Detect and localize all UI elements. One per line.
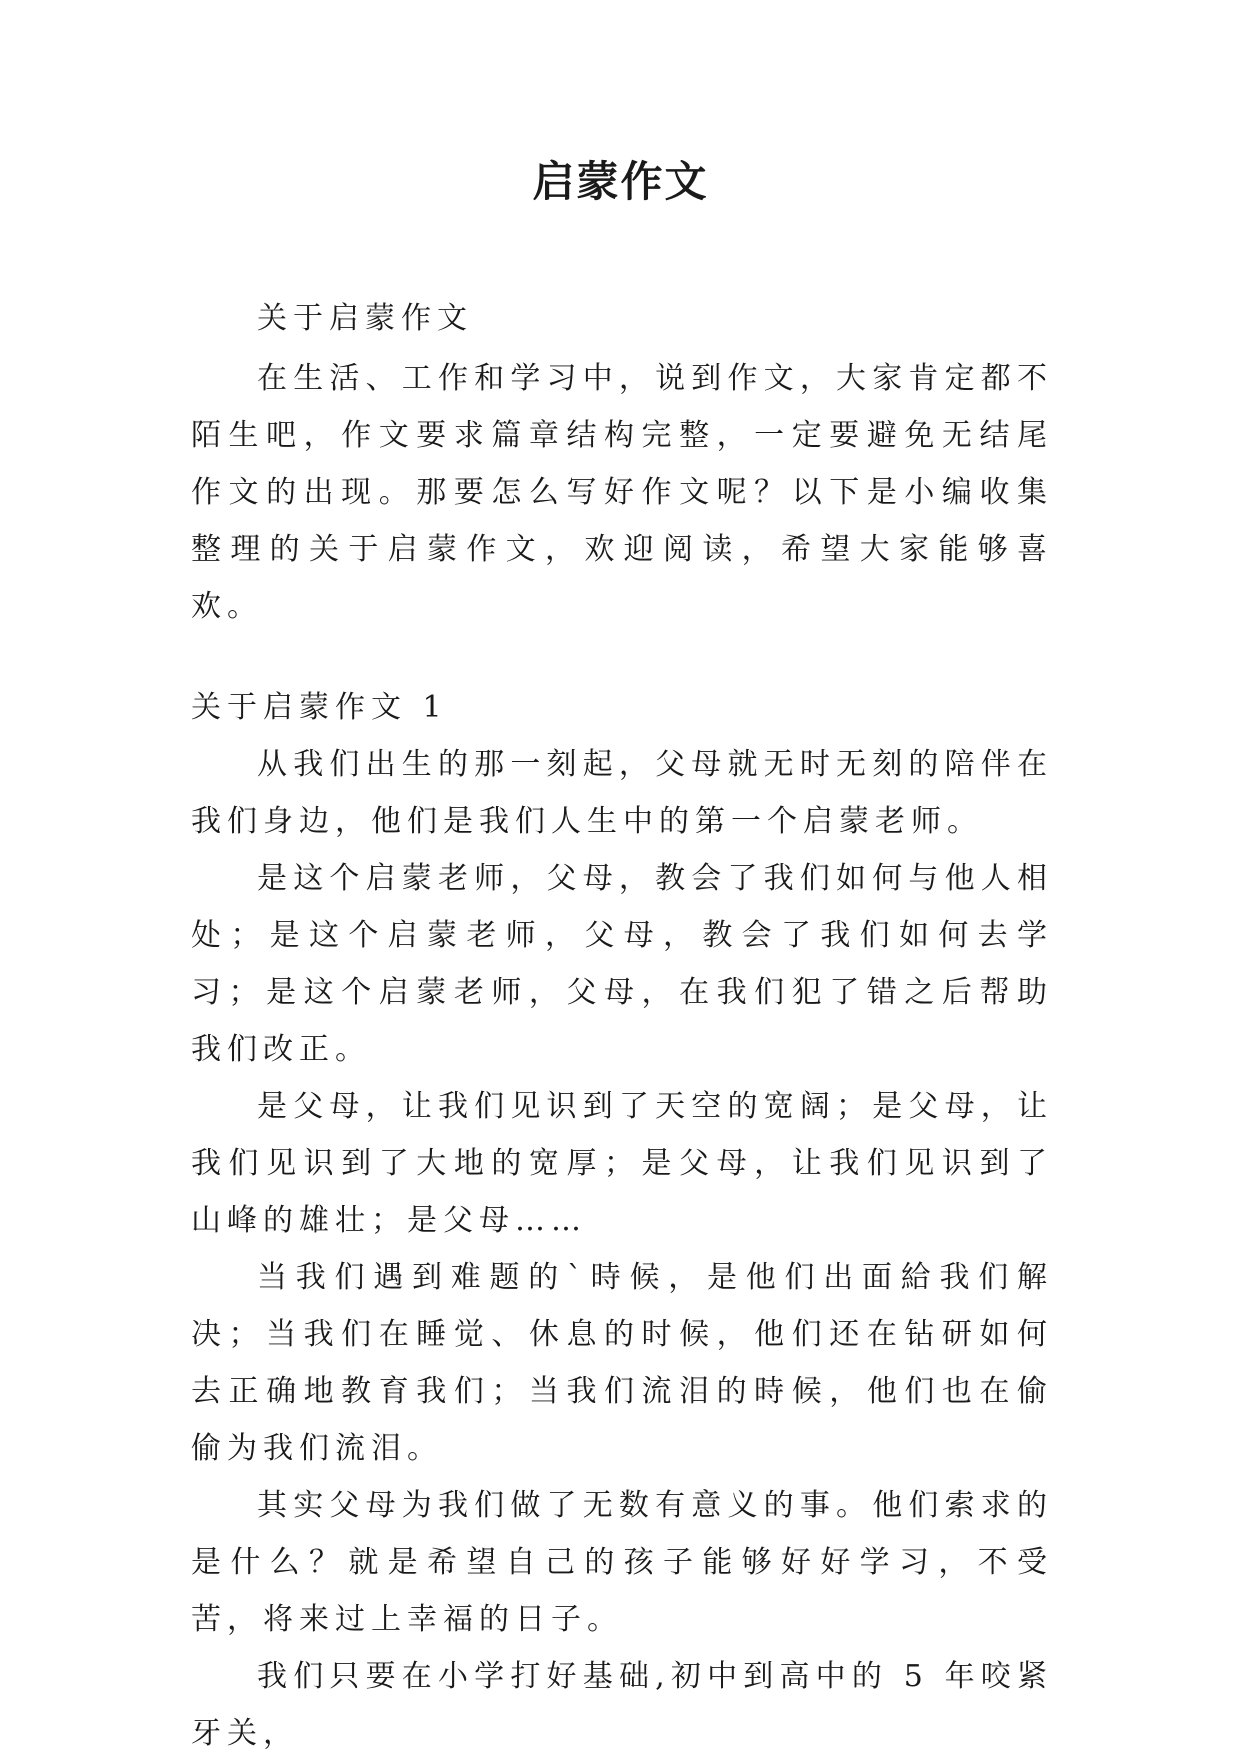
document-body bbox=[191, 290, 1053, 1762]
document-title: 启蒙作文 bbox=[532, 157, 709, 206]
body-paragraph: 是这个启蒙老师，父母，教会了我们如何与他人相处；是这个启蒙老师，父母，教会了我们如何去学习；是这个启蒙老师，父母，在我们犯了错之后帮助我们改正。 bbox=[191, 861, 1053, 1067]
body-paragraph: 我们只要在小学打好基础,初中到高中的 5 年咬紧牙关， bbox=[191, 1659, 1053, 1751]
body-paragraph: 当我们遇到难题的`時候，是他们出面給我们解决；当我们在睡觉、休息的时候，他们还在钻研如何去正确地教育我们；当我们流泪的時候，他们也在偷偷为我们流泪。 bbox=[191, 1260, 1053, 1466]
intro-heading: 关于启蒙作文 bbox=[257, 301, 473, 336]
body-paragraph: 是父母，让我们见识到了天空的宽阔；是父母，让我们见识到了大地的宽厚；是父母，让我们见识到了山峰的雄壮；是父母…… bbox=[191, 1089, 1053, 1238]
body-paragraph: 从我们出生的那一刻起，父母就无时无刻的陪伴在我们身边，他们是我们人生中的第一个启蒙老师。 bbox=[191, 747, 1053, 839]
section-heading: 关于启蒙作文 1 bbox=[191, 690, 448, 725]
intro-paragraph: 在生活、工作和学习中，说到作文，大家肯定都不陌生吧，作文要求篇章结构完整，一定要避免无结尾作文的出现。那要怎么写好作文呢？以下是小编收集整理的关于启蒙作文，欢迎阅读，希望大家能够喜欢。 bbox=[191, 361, 1053, 624]
body-paragraph: 其实父母为我们做了无数有意义的事。他们索求的是什么？就是希望自己的孩子能够好好学习，不受苦，将来过上幸福的日子。 bbox=[191, 1488, 1053, 1637]
